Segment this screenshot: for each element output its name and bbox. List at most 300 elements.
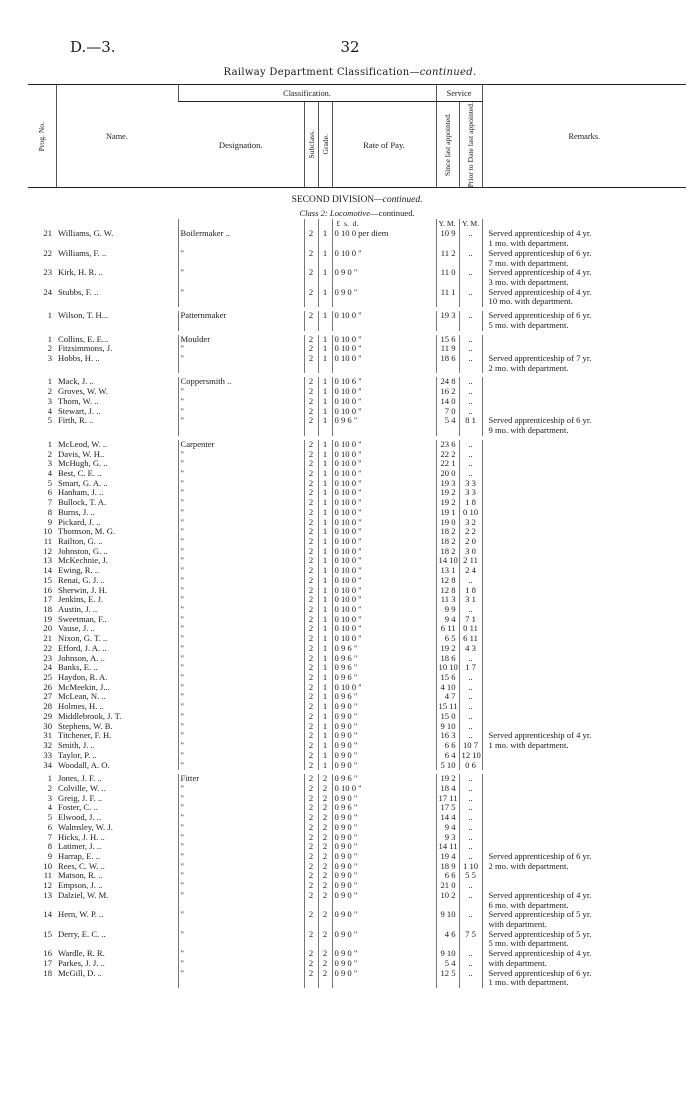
remarks-cell: 5 mo. with department. [482,321,686,331]
name-cell: Latimer, J. .. [58,842,102,852]
remarks-cell [482,784,686,794]
name-cell: Johnston, G. .. [58,546,108,556]
prior-cell: 1 8 [459,498,482,508]
since-last-cell: 18 4 [436,784,459,794]
remarks-cell: 9 mo. with department. [482,426,686,436]
designation-cell: " [178,397,304,407]
subclass-cell: 2 [304,702,318,712]
since-last-cell: 9 4 [436,823,459,833]
prior-cell: .. [459,823,482,833]
prog-no-cell: 6 [47,488,52,498]
rate-cell: 0 9 0 " [332,891,436,901]
classification-header: Classification. [178,85,436,102]
remarks-cell: 1 mo. with department. [482,978,686,988]
designation-cell: " [178,288,304,298]
remarks-cell: Served apprenticeship of 6 yr. [482,852,686,862]
name-cell: McLeod, W. .. [58,439,108,449]
prog-no-cell: 4 [47,406,52,416]
subclass-cell: 2 [304,387,318,397]
prog-no-cell: 9 [47,851,52,861]
prior-cell [459,426,482,436]
designation-cell [178,426,304,436]
prior-cell: .. [459,397,482,407]
rate-cell: 0 9 0 " [332,959,436,969]
prog-no-cell: 17 [43,595,52,605]
subclass-cell: 2 [304,910,318,920]
prior-cell [459,901,482,911]
since-last-cell: 11 2 [436,249,459,259]
prog-no-cell: 2 [47,344,52,354]
subclass-cell: 2 [304,508,318,518]
name-cell: McKechnie, J. [58,556,108,566]
designation-cell: Coppersmith .. [178,377,304,387]
prior-cell [459,978,482,988]
classification-table [28,84,686,988]
table-row [28,871,686,881]
prior-cell: .. [459,722,482,732]
prior-cell: .. [459,249,482,259]
since-last-cell [436,259,459,269]
prog-no-cell: 12 [43,881,52,891]
remarks-cell: Served apprenticeship of 4 yr. [482,731,686,741]
subclass-cell: 2 [304,663,318,673]
table-row [28,459,686,469]
remarks-cell: 10 mo. with department. [482,297,686,307]
remarks-cell [482,761,686,771]
rate-cell: 0 10 0 " [332,397,436,407]
prog-no-cell [28,259,56,269]
designation-header: Designation. [178,102,304,188]
designation-cell: " [178,731,304,741]
designation-cell: " [178,862,304,872]
prior-cell: .. [459,229,482,239]
name-cell: Matson, R. .. [58,871,103,881]
name-cell: Firth, R. .. [58,416,94,426]
grade-cell: 1 [318,397,332,407]
designation-cell [178,297,304,307]
document-reference: D.—3. [70,38,116,56]
since-last-cell: 18 6 [436,354,459,364]
remarks-cell [482,547,686,557]
remarks-cell [482,407,686,417]
name-cell: Walmsley, W. J. [58,822,113,832]
rate-cell: 0 9 0 " [332,871,436,881]
table-row [28,862,686,872]
name-cell: Railton, G. .. [58,536,103,546]
designation-cell: " [178,673,304,683]
table-row [28,692,686,702]
table-row [28,537,686,547]
name-cell: Foster, C. .. [58,803,98,813]
name-cell: Smart, G. A. .. [58,478,108,488]
prog-no-cell: 17 [43,958,52,968]
subclass-cell [304,259,318,269]
designation-cell [178,901,304,911]
prior-cell [459,364,482,374]
rate-cell: 0 9 0 " [332,813,436,823]
prog-no-cell: 16 [43,585,52,595]
prog-no-cell: 20 [43,624,52,634]
subclass-cell: 2 [304,969,318,979]
prior-cell: .. [459,440,482,450]
designation-cell: " [178,268,304,278]
name-cell: Kirk, H. R. .. [58,268,103,278]
designation-cell: " [178,615,304,625]
grade-cell: 1 [318,488,332,498]
remarks-cell [482,794,686,804]
prior-cell: .. [459,813,482,823]
subclass-cell: 2 [304,479,318,489]
subclass-cell: 2 [304,547,318,557]
title-main: Railway Department Classification [223,67,410,78]
name-cell: Austin, J. .. [58,605,98,615]
remarks-cell [482,537,686,547]
grade-cell: 2 [318,949,332,959]
since-last-cell [436,278,459,288]
grade-cell: 2 [318,784,332,794]
prog-no-cell: 34 [43,760,52,770]
rate-cell: 0 9 6 " [332,416,436,426]
subclass-cell: 2 [304,450,318,460]
table-row [28,416,686,426]
prior-cell: .. [459,852,482,862]
subclass-cell: 2 [304,566,318,576]
since-last-cell [436,920,459,930]
remarks-cell [482,479,686,489]
table-row [28,673,686,683]
subclass-cell [304,278,318,288]
since-last-cell [436,239,459,249]
since-last-cell: 9 10 [436,722,459,732]
name-cell: Efford, J. A. .. [58,643,107,653]
prior-cell: 6 11 [459,634,482,644]
subclass-cell: 2 [304,891,318,901]
remarks-cell: Served apprenticeship of 4 yr. [482,288,686,298]
grade-cell: 2 [318,823,332,833]
prior-cell: .. [459,712,482,722]
designation-cell: " [178,479,304,489]
designation-cell: " [178,663,304,673]
prior-cell [459,239,482,249]
prior-cell: 0 10 [459,508,482,518]
rate-cell: 0 9 6 " [332,803,436,813]
rate-header: Rate of Pay. [332,102,436,188]
rate-cell: 0 9 0 " [332,712,436,722]
subclass-cell: 2 [304,556,318,566]
subclass-cell: 2 [304,615,318,625]
prior-cell: .. [459,910,482,920]
rate-cell [332,426,436,436]
grade-cell: 1 [318,387,332,397]
subclass-cell: 2 [304,644,318,654]
remarks-cell: 1 mo. with department. [482,741,686,751]
table-row [28,518,686,528]
remarks-cell [482,450,686,460]
grade-cell: 1 [318,354,332,364]
grade-header: Grade. [318,102,332,188]
name-cell: Banks, E. .. [58,663,98,673]
subclass-cell: 2 [304,488,318,498]
remarks-cell [482,498,686,508]
table-row [28,683,686,693]
remarks-cell [482,871,686,881]
name-cell: Middlebrook, J. T. [58,711,122,721]
prog-no-cell: 4 [47,468,52,478]
prog-no-cell: 28 [43,702,52,712]
name-cell: Wilson, T. H... [58,311,109,321]
rate-cell: 0 9 0 " [332,268,436,278]
since-last-cell: 18 6 [436,654,459,664]
subclass-cell: 2 [304,803,318,813]
since-last-cell: 24 8 [436,377,459,387]
since-last-cell: 18 2 [436,547,459,557]
since-last-cell [436,939,459,949]
table-row [28,440,686,450]
designation-cell: " [178,722,304,732]
since-last-cell: 20 0 [436,469,459,479]
grade-cell: 1 [318,556,332,566]
prior-cell: 2 0 [459,537,482,547]
page-number: 32 [340,38,360,56]
name-cell: Rees, C. W. .. [58,861,105,871]
rate-cell: 0 9 0 " [332,862,436,872]
since-last-cell: 4 7 [436,692,459,702]
table-row [28,751,686,761]
rate-cell: 0 9 0 " [332,731,436,741]
prog-no-cell: 5 [47,813,52,823]
prior-cell [459,259,482,269]
since-last-cell: 10 10 [436,663,459,673]
designation-cell [178,278,304,288]
since-last-cell: 13 1 [436,566,459,576]
subclass-cell: 2 [304,459,318,469]
division-continued: —continued. [374,195,423,206]
prior-cell: .. [459,450,482,460]
remarks-cell [482,595,686,605]
rate-cell: 0 10 0 " [332,508,436,518]
subclass-cell: 2 [304,741,318,751]
rate-cell [332,278,436,288]
prog-no-cell: 23 [43,268,52,278]
rate-cell: 0 10 0 " [332,498,436,508]
prior-cell: 3 1 [459,595,482,605]
grade-cell: 2 [318,891,332,901]
designation-cell: " [178,794,304,804]
designation-cell: " [178,833,304,843]
name-cell: Colville, W. .. [58,783,106,793]
prior-cell: 8 1 [459,416,482,426]
rate-cell: 0 10 0 " [332,469,436,479]
grade-cell: 1 [318,605,332,615]
remarks-cell: with department. [482,920,686,930]
subclass-cell: 2 [304,959,318,969]
subclass-cell: 2 [304,881,318,891]
designation-cell: " [178,644,304,654]
grade-cell: 2 [318,930,332,940]
rate-cell: 0 9 0 " [332,833,436,843]
remarks-cell [482,459,686,469]
prog-no-cell: 10 [43,527,52,537]
prior-cell: .. [459,673,482,683]
name-header: Name. [56,85,178,188]
grade-cell: 2 [318,794,332,804]
since-last-cell: 19 2 [436,488,459,498]
grade-cell: 1 [318,311,332,321]
subclass-cell: 2 [304,842,318,852]
designation-cell: " [178,784,304,794]
table-row [28,881,686,891]
rate-cell: 0 9 0 " [332,930,436,940]
designation-cell: " [178,387,304,397]
table-row-continuation [28,901,686,911]
table-row [28,949,686,959]
remarks-cell [482,663,686,673]
table-row [28,354,686,364]
rate-cell [332,920,436,930]
remarks-cell: Served apprenticeship of 4 yr. [482,229,686,239]
grade-cell: 1 [318,416,332,426]
grade-cell: 1 [318,615,332,625]
prog-no-cell: 30 [43,721,52,731]
table-row [28,508,686,518]
grade-cell: 1 [318,527,332,537]
since-last-cell: 12 8 [436,576,459,586]
rate-cell: 0 10 0 " [332,459,436,469]
since-last-cell: 5 10 [436,761,459,771]
prior-cell: .. [459,891,482,901]
since-last-cell: 17 5 [436,803,459,813]
table-row [28,249,686,259]
remarks-cell: Served apprenticeship of 5 yr. [482,910,686,920]
table-row [28,288,686,298]
prog-no-cell: 22 [43,643,52,653]
designation-cell [178,978,304,988]
remarks-cell: with department. [482,959,686,969]
rate-cell: 0 10 0 " [332,335,436,345]
table-row [28,813,686,823]
subclass-cell: 2 [304,407,318,417]
table-row [28,784,686,794]
designation-cell: " [178,712,304,722]
table-row [28,469,686,479]
designation-cell: " [178,354,304,364]
grade-cell: 1 [318,624,332,634]
subclass-cell: 2 [304,518,318,528]
name-cell: Vause, J. .. [58,624,95,634]
subclass-cell [304,939,318,949]
remarks-cell: Served apprenticeship of 4 yr. [482,268,686,278]
since-last-cell: 6 6 [436,741,459,751]
prog-no-header: Prog. No. [28,85,56,188]
designation-cell [178,939,304,949]
designation-cell: " [178,654,304,664]
table-row [28,479,686,489]
name-cell: McLean, N. .. [58,692,106,702]
prior-cell: 12 10 [459,751,482,761]
rate-cell: 0 9 0 " [332,722,436,732]
subclass-cell: 2 [304,527,318,537]
rate-cell [332,364,436,374]
prog-no-cell: 7 [47,498,52,508]
rate-cell: 0 9 0 " [332,842,436,852]
designation-cell: Carpenter [178,440,304,450]
since-last-cell: 17 11 [436,794,459,804]
designation-cell: " [178,488,304,498]
table-row [28,654,686,664]
rate-cell: 0 9 0 " [332,910,436,920]
designation-cell: " [178,459,304,469]
title-continued: —continued. [409,67,477,78]
designation-cell: " [178,527,304,537]
table-row [28,702,686,712]
since-last-cell: 11 0 [436,268,459,278]
designation-cell: " [178,803,304,813]
subclass-cell: 2 [304,634,318,644]
table-row [28,891,686,901]
grade-cell: 2 [318,969,332,979]
remarks-header: Remarks. [482,85,686,188]
division-name: SECOND DIVISION [291,195,375,206]
rate-cell: 0 10 0 " [332,488,436,498]
table-row [28,852,686,862]
since-last-cell: 5 4 [436,959,459,969]
remarks-cell [482,344,686,354]
prog-no-cell: 15 [43,575,52,585]
name-cell: Williams, F. .. [58,248,107,258]
subclass-cell: 2 [304,344,318,354]
subclass-cell: 2 [304,731,318,741]
name-cell [56,321,178,331]
table-row [28,731,686,741]
grade-cell: 1 [318,741,332,751]
grade-cell: 1 [318,566,332,576]
remarks-cell [482,586,686,596]
table-row [28,335,686,345]
rate-cell: 0 10 0 " [332,518,436,528]
name-cell: Stephens, W. B. [58,721,113,731]
prog-no-cell: 1 [47,774,52,784]
name-cell: Greig, J. F. .. [58,793,103,803]
grade-cell [318,297,332,307]
rate-cell: 0 10 0 " [332,683,436,693]
rate-cell: 0 10 0 " [332,547,436,557]
since-last-cell: 15 6 [436,673,459,683]
designation-cell: Moulder [178,335,304,345]
grade-cell: 1 [318,469,332,479]
prior-cell: 1 7 [459,663,482,673]
designation-cell: " [178,344,304,354]
rate-cell: 0 9 0 " [332,969,436,979]
since-last-cell: 10 2 [436,891,459,901]
subclass-cell: 2 [304,949,318,959]
rate-cell: 0 10 0 " [332,440,436,450]
rate-cell: 0 9 6 " [332,663,436,673]
rate-cell [332,297,436,307]
table-row-continuation [28,939,686,949]
prior-cell: 5 5 [459,871,482,881]
grade-cell: 1 [318,344,332,354]
table-row-continuation [28,920,686,930]
table-row-continuation [28,259,686,269]
subclass-cell: 2 [304,871,318,881]
designation-cell: " [178,508,304,518]
since-last-cell: 19 2 [436,774,459,784]
service-header: Service [436,85,482,102]
prior-cell: 1 8 [459,586,482,596]
class-name: Locomotive [329,208,371,219]
since-last-cell [436,978,459,988]
remarks-cell [482,518,686,528]
